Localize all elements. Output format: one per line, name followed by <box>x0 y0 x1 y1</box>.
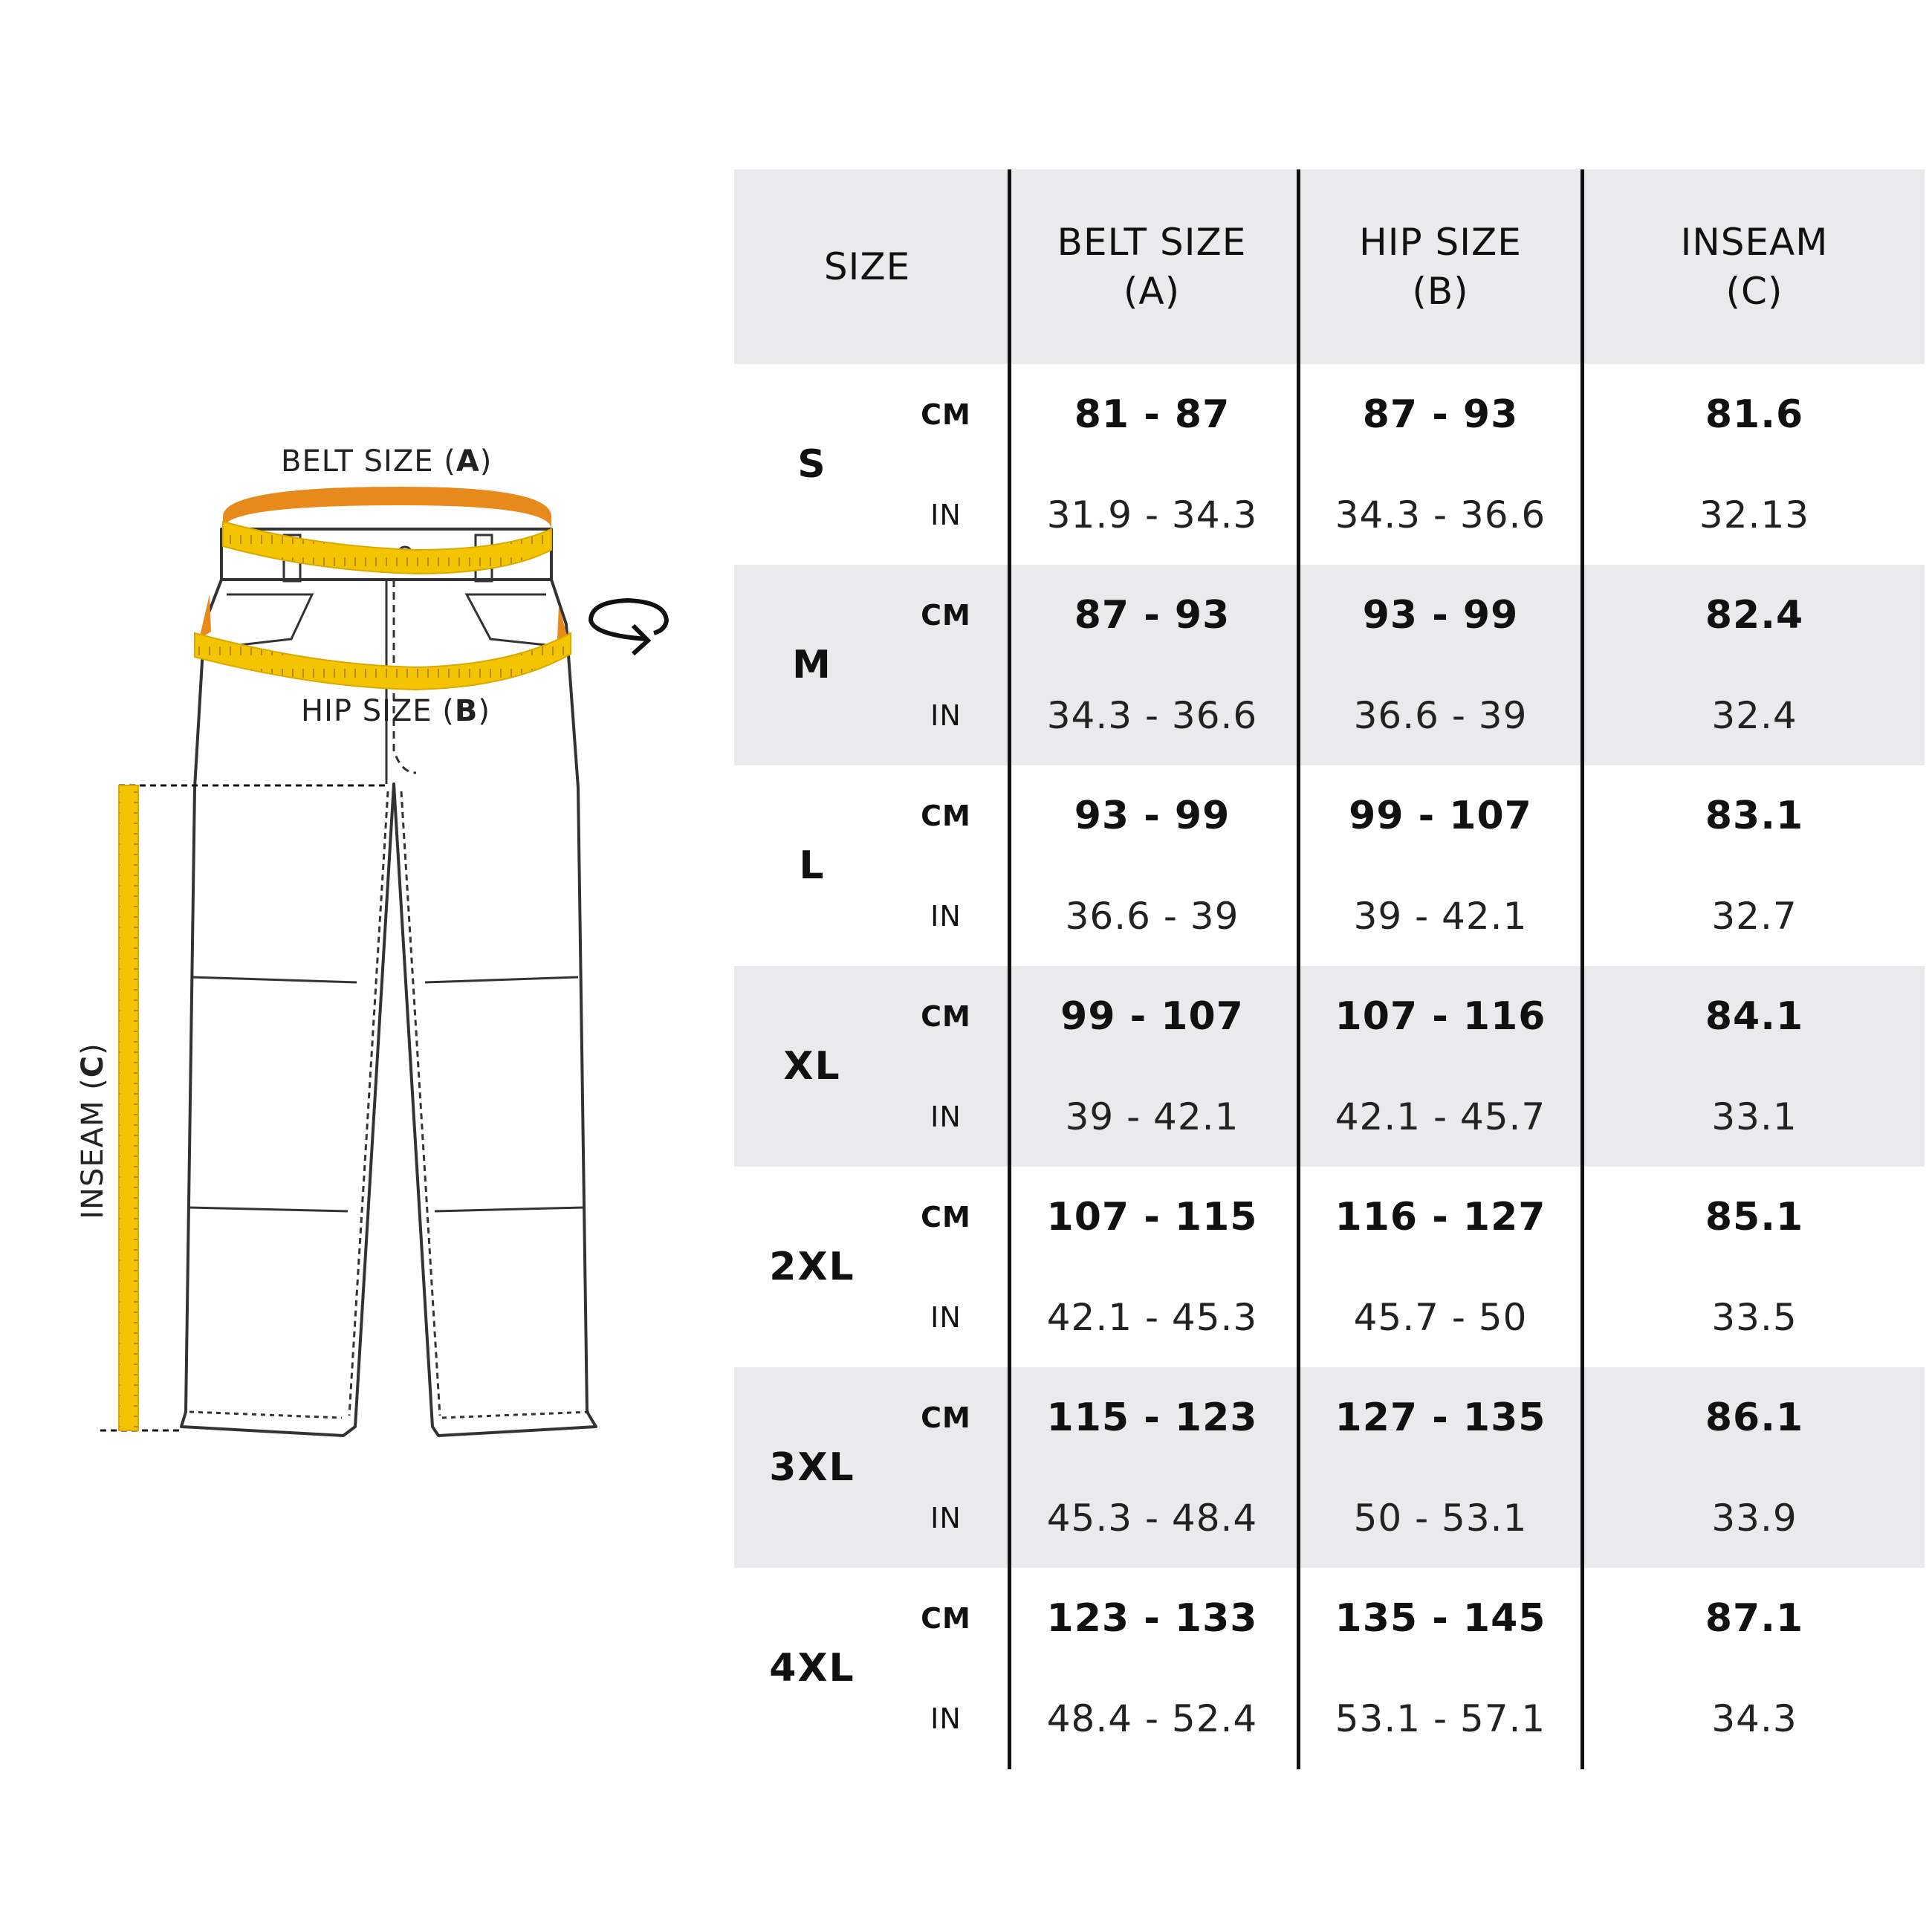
belt-size-label <box>281 444 492 479</box>
hip-in-value: 34.3 - 36.6 <box>1335 493 1546 537</box>
hip-cm-value: 116 - 127 <box>1335 1194 1546 1239</box>
hip-size-letter: B <box>454 694 479 728</box>
hip-in-value: 50 - 53.1 <box>1353 1496 1528 1540</box>
inseam-letter: C <box>76 1054 110 1078</box>
belt-size-close: ) <box>479 444 493 479</box>
rotate-arrow-icon <box>591 600 667 654</box>
inseam-cm-value: 82.4 <box>1705 592 1804 638</box>
hip-size-close: ) <box>478 694 491 728</box>
unit-in-label: IN <box>930 498 962 531</box>
unit-cm-label: CM <box>921 999 971 1033</box>
hip-cm-value: 127 - 135 <box>1335 1395 1546 1440</box>
inseam-cm-value: 87.1 <box>1705 1595 1804 1641</box>
size-label: M <box>792 643 832 687</box>
unit-cm-label: CM <box>921 799 971 832</box>
belt-in-value: 45.3 - 48.4 <box>1046 1496 1258 1540</box>
unit-cm-label: CM <box>921 1200 971 1234</box>
hip-size-label <box>301 694 490 728</box>
hip-in-value: 36.6 - 39 <box>1353 693 1528 737</box>
size-label: L <box>799 843 826 888</box>
unit-cm-label: CM <box>921 598 971 632</box>
belt-cm-value: 99 - 107 <box>1060 993 1244 1039</box>
size-label: 3XL <box>769 1445 855 1490</box>
header-inseam <box>1584 169 1925 364</box>
belt-tape-back <box>223 487 551 529</box>
header-belt-line1: BELT SIZE <box>1057 221 1247 264</box>
inseam-cm-value: 83.1 <box>1705 793 1804 838</box>
hip-cm-value: 93 - 99 <box>1362 592 1519 638</box>
belt-in-value: 36.6 - 39 <box>1065 894 1239 938</box>
inseam-tape <box>119 785 138 1430</box>
hip-in-value: 39 - 42.1 <box>1353 894 1528 938</box>
unit-cm-label: CM <box>921 1401 971 1434</box>
belt-cm-value: 93 - 99 <box>1074 793 1231 838</box>
size-label: S <box>797 442 827 487</box>
inseam-label-text: INSEAM ( <box>76 1077 110 1219</box>
header-belt-size <box>1008 169 1296 364</box>
hip-size-label-text: HIP SIZE ( <box>301 694 455 728</box>
header-hip-size <box>1300 169 1581 364</box>
belt-cm-value: 81 - 87 <box>1074 392 1231 437</box>
hip-tape-back <box>199 594 211 639</box>
belt-cm-value: 87 - 93 <box>1074 592 1231 638</box>
unit-in-label: IN <box>930 1100 962 1133</box>
belt-in-value: 42.1 - 45.3 <box>1046 1295 1258 1339</box>
inseam-in-value: 33.9 <box>1711 1496 1797 1540</box>
inseam-in-value: 33.5 <box>1711 1295 1797 1339</box>
inseam-cm-value: 81.6 <box>1705 392 1804 437</box>
size-chart-table <box>734 169 1925 1769</box>
inseam-close: ) <box>76 1043 110 1055</box>
unit-in-label: IN <box>930 698 962 732</box>
size-label: 4XL <box>769 1646 855 1690</box>
hip-in-value: 42.1 - 45.7 <box>1335 1095 1546 1138</box>
header-inseam-line1: INSEAM <box>1680 221 1829 264</box>
hip-cm-value: 87 - 93 <box>1362 392 1519 437</box>
size-label: XL <box>783 1044 841 1089</box>
divider-1 <box>1008 169 1011 1769</box>
unit-in-label: IN <box>930 1300 962 1334</box>
inseam-in-value: 32.13 <box>1699 493 1810 537</box>
belt-cm-value: 115 - 123 <box>1046 1395 1258 1440</box>
unit-in-label: IN <box>930 1501 962 1534</box>
hip-in-value: 45.7 - 50 <box>1353 1295 1528 1339</box>
size-label: 2XL <box>769 1245 855 1289</box>
divider-3 <box>1581 169 1584 1769</box>
belt-in-value: 39 - 42.1 <box>1065 1095 1239 1138</box>
inseam-cm-value: 84.1 <box>1705 993 1804 1039</box>
inseam-in-value: 34.3 <box>1711 1696 1797 1740</box>
belt-size-label-text: BELT SIZE ( <box>281 444 456 479</box>
inseam-cm-value: 85.1 <box>1705 1194 1804 1239</box>
header-hip-line2: (B) <box>1412 270 1469 313</box>
hip-cm-value: 135 - 145 <box>1335 1595 1546 1641</box>
divider-2 <box>1297 169 1300 1769</box>
belt-cm-value: 123 - 133 <box>1046 1595 1258 1641</box>
hip-cm-value: 99 - 107 <box>1349 793 1532 838</box>
inseam-in-value: 32.4 <box>1711 693 1797 737</box>
unit-in-label: IN <box>930 1702 962 1735</box>
unit-in-label: IN <box>930 899 962 933</box>
hip-cm-value: 107 - 116 <box>1335 993 1546 1039</box>
inseam-label <box>76 1043 110 1219</box>
inseam-in-value: 33.1 <box>1711 1095 1797 1138</box>
belt-size-letter: A <box>455 444 480 479</box>
belt-in-value: 48.4 - 52.4 <box>1046 1696 1258 1740</box>
header-inseam-line2: (C) <box>1725 270 1783 313</box>
unit-cm-label: CM <box>921 398 971 431</box>
belt-in-value: 34.3 - 36.6 <box>1046 693 1258 737</box>
hip-in-value: 53.1 - 57.1 <box>1335 1696 1546 1740</box>
header-belt-line2: (A) <box>1123 270 1181 313</box>
inseam-in-value: 32.7 <box>1711 894 1797 938</box>
unit-cm-label: CM <box>921 1601 971 1635</box>
belt-in-value: 31.9 - 34.3 <box>1046 493 1258 537</box>
header-hip-line1: HIP SIZE <box>1359 221 1522 264</box>
inseam-cm-value: 86.1 <box>1705 1395 1804 1440</box>
belt-cm-value: 107 - 115 <box>1046 1194 1258 1239</box>
header-size: SIZE <box>823 245 911 288</box>
